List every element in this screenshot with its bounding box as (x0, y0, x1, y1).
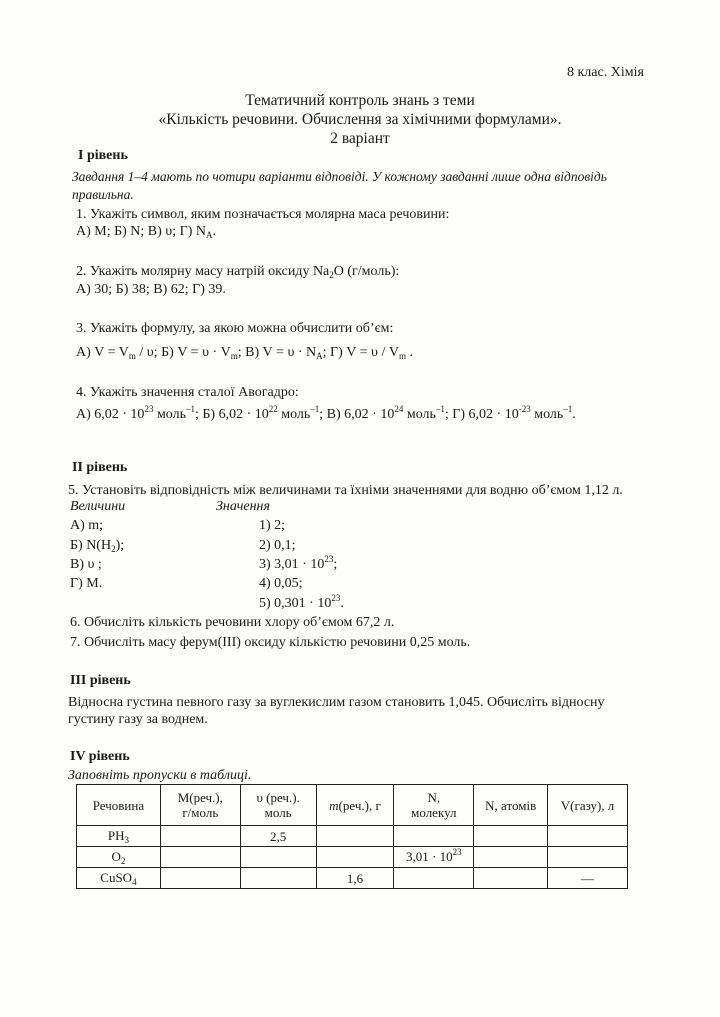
header-atoms: N, атомів (474, 785, 548, 826)
cell-molar-mass (160, 868, 240, 889)
question-1: 1. Укажіть символ, яким позначається молярна маса речовини: (76, 207, 450, 222)
value-item: 2) 0,1; (259, 538, 296, 553)
quantity-item: Г) M. (70, 576, 103, 591)
question-4: 4. Укажіть значення сталої Авогадро: (76, 385, 299, 400)
level-1-heading: І рівень (78, 148, 128, 163)
table-header-row (77, 785, 628, 826)
header-gas-volume: V(газу), л (548, 785, 628, 826)
cell-molar-mass (160, 847, 240, 868)
cell-atoms (474, 868, 548, 889)
header-molecules: N, молекул (394, 785, 474, 826)
cell-molar-mass (160, 826, 240, 847)
question-3-answers: А) $V = V_m / \upsilon$; Б) $V = \upsilon \cdot V_m$; В) $V = \upsilon \cdot N_A$; Г) $V = \upsilon / V_m$ . (76, 345, 414, 361)
question-1-answers: А) M; Б) N; В) υ; Г) $N_A$. (76, 224, 216, 240)
cell-mass: 1,6 (316, 868, 394, 889)
level-3-heading: ІІІ рівень (70, 673, 131, 688)
cell-gas-volume (548, 847, 628, 868)
quantities-column-header: Величини (70, 499, 126, 514)
title-line-2: «Кількість речовини. Обчислення за хімічними формулами». (158, 111, 562, 128)
value-item: 5) $0,301 \cdot 10^{23}$. (259, 593, 344, 611)
question-2: 2. Укажіть молярну масу натрій оксиду $Na_2O$ (г/моль): (76, 264, 400, 280)
level-4-heading: IV рівень (70, 749, 130, 764)
cell-atoms (474, 826, 548, 847)
title-line-1: Тематичний контроль знань з теми (245, 92, 475, 109)
table-row (77, 868, 628, 889)
quantity-item: В) υ ; (70, 557, 102, 572)
level-1-instruction-line-2: правильна. (72, 187, 134, 202)
header-molar-mass: M(реч.), г/моль (160, 785, 240, 826)
cell-mass (316, 826, 394, 847)
cell-molecules (394, 826, 474, 847)
cell-gas-volume (548, 826, 628, 847)
cell-gas-volume: — (548, 868, 628, 889)
header-substance: Речовина (77, 785, 161, 826)
value-item: 1) 2; (259, 518, 286, 533)
values-column-header: Значення (216, 499, 270, 514)
cell-molecules: $3,01 \cdot 10^{23}$ (394, 847, 474, 868)
quantity-item: А) m; (70, 518, 104, 533)
value-item: 3) $3,01 \cdot 10^{23}$; (259, 554, 338, 572)
fill-in-table (76, 784, 628, 889)
quantity-item: Б) $N(H_2)$; (70, 538, 125, 554)
level-1-instruction-line-1: Завдання 1–4 мають по чотири варіанти відповіді. У кожному завданні лише одна відповідь (72, 169, 607, 184)
question-7: 7. Обчисліть масу ферум(ІІІ) оксиду кількістю речовини 0,25 моль. (70, 635, 471, 650)
cell-amount (240, 847, 316, 868)
table-row (77, 826, 628, 847)
table-row (77, 847, 628, 868)
grade-label: 8 клас. Хімія (567, 65, 644, 80)
level-3-task-line-2: густину газу за воднем. (68, 712, 208, 727)
question-5: 5. Установіть відповідність між величинами та їхніми значеннями для водню об’ємом 1,12 л. (68, 483, 623, 498)
question-2-answers: А) 30; Б) 38; В) 62; Г) 39. (76, 282, 226, 297)
header-amount: υ (реч.). моль (240, 785, 316, 826)
cell-amount (240, 868, 316, 889)
header-mass: m(реч.), г (316, 785, 394, 826)
question-6: 6. Обчисліть кількість речовини хлору об’ємом 67,2 л. (70, 615, 395, 630)
cell-substance: $O_2$ (77, 847, 161, 868)
level-2-heading: ІІ рівень (72, 460, 128, 475)
cell-molecules (394, 868, 474, 889)
cell-amount: 2,5 (240, 826, 316, 847)
cell-mass (316, 847, 394, 868)
question-3: 3. Укажіть формулу, за якою можна обчислити об’єм: (76, 321, 394, 336)
question-4-answers: А) $6,02 \cdot 10^{23}$ моль$^{-1}$; Б) $6,02 \cdot 10^{22}$ моль$^{-1}$; В) $6,02 \cdot 10^{24}$ моль$^{-1}$; Г) $6,02 \cdot 10^{-23}$ моль$^{-1}$. (76, 404, 576, 422)
variant-label: 2 варіант (330, 130, 390, 147)
cell-substance: $PH_3$ (77, 826, 161, 847)
value-item: 4) 0,05; (259, 576, 303, 591)
level-3-task-line-1: Відносна густина певного газу за вуглекислим газом становить 1,045. Обчисліть відносну (68, 695, 605, 710)
level-4-instruction: Заповніть пропуски в таблиці. (68, 768, 252, 783)
cell-substance: CuSO$_4$ (77, 868, 161, 889)
cell-atoms (474, 847, 548, 868)
